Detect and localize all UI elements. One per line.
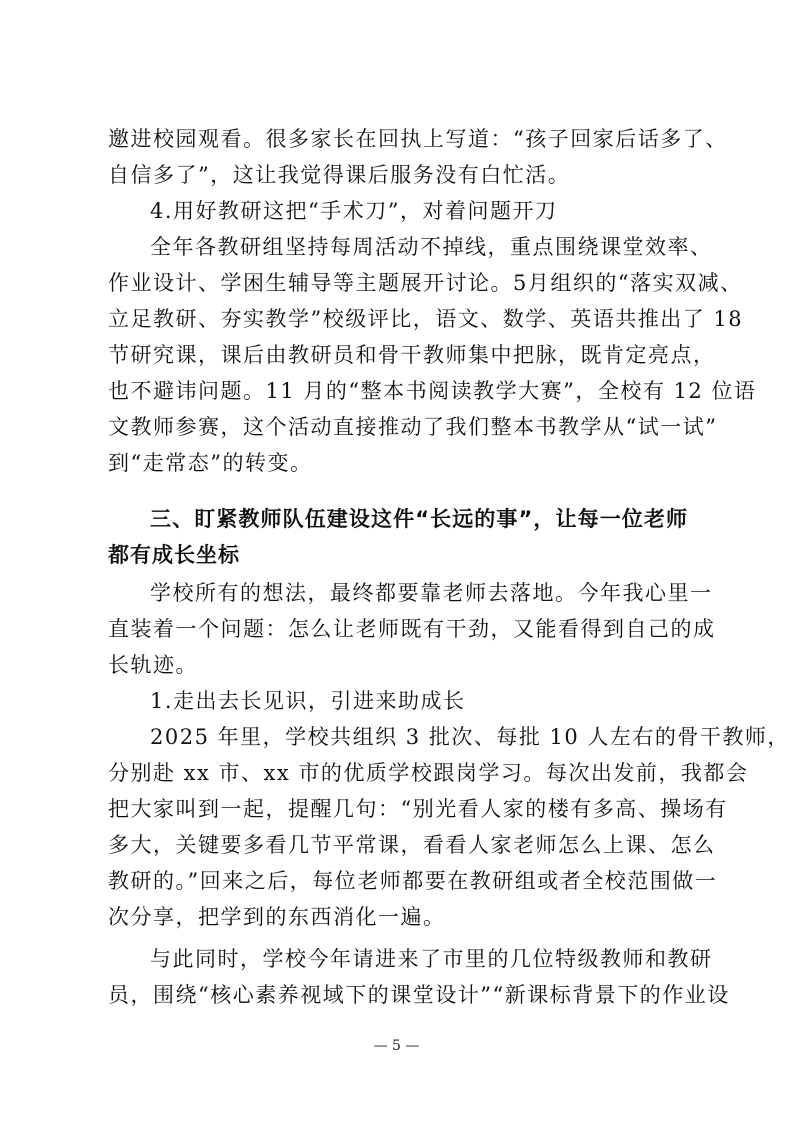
text-line: 次分享，把学到的东西消化一遍。 — [108, 905, 446, 929]
text-line: 多大，关键要多看几节平常课，看看人家老师怎么上课、怎么 — [108, 833, 716, 857]
text-line: 教研的。”回来之后，每位老师都要在教研组或者全校范围做一 — [108, 869, 718, 893]
subheading: 4.用好教研这把“手术刀”，对着问题开刀 — [150, 199, 558, 223]
text-line: 自信多了”，这让我觉得课后服务没有白忙活。 — [108, 163, 571, 187]
text-line: 学校所有的想法，最终都要靠老师去落地。今年我心里一 — [150, 581, 713, 605]
section-heading: 三、盯紧教师队伍建设这件“长远的事”，让每一位老师 — [150, 507, 688, 531]
text-line: 文教师参赛，这个活动直接推动了我们整本书教学从“试一试” — [108, 415, 718, 439]
text-line: 也不避讳问题。11 月的“整本书阅读教学大赛”，全校有 12 位语 — [108, 379, 757, 403]
text-line: 邀进校园观看。很多家长在回执上写道：“孩子回家后话多了、 — [108, 127, 728, 151]
text-line: 直装着一个问题：怎么让老师既有干劲，又能看得到自己的成 — [108, 617, 716, 641]
section-heading: 都有成长坐标 — [108, 543, 240, 567]
text-line: 2025 年里，学校共组织 3 批次、每批 10 人左右的骨干教师， — [150, 725, 790, 749]
text-line: 长轨迹。 — [108, 653, 198, 677]
text-line: 分别赴 xx 市、xx 市的优质学校跟岗学习。每次出发前，我都会 — [108, 761, 749, 785]
text-line: 与此同时，学校今年请进来了市里的几位特级教师和教研 — [150, 947, 713, 971]
text-line: 立足教研、夯实教学”校级评比，语文、数学、英语共推出了 18 — [108, 307, 744, 331]
text-line: 全年各教研组坚持每周活动不掉线，重点围绕课堂效率、 — [150, 235, 713, 259]
text-line: 到“走常态”的转变。 — [108, 451, 313, 475]
text-line: 把大家叫到一起，提醒几句：“别光看人家的楼有多高、操场有 — [108, 797, 728, 821]
text-line: 节研究课，课后由教研员和骨干教师集中把脉，既肯定亮点， — [108, 343, 716, 367]
text-line: 作业设计、学困生辅导等主题展开讨论。5月组织的“落实双减、 — [108, 271, 743, 295]
subheading: 1.走出去长见识，引进来助成长 — [150, 689, 466, 713]
text-line: 员，围绕“核心素养视域下的课堂设计”“新课标背景下的作业设 — [108, 983, 730, 1007]
page-number: — 5 — — [373, 1038, 420, 1054]
